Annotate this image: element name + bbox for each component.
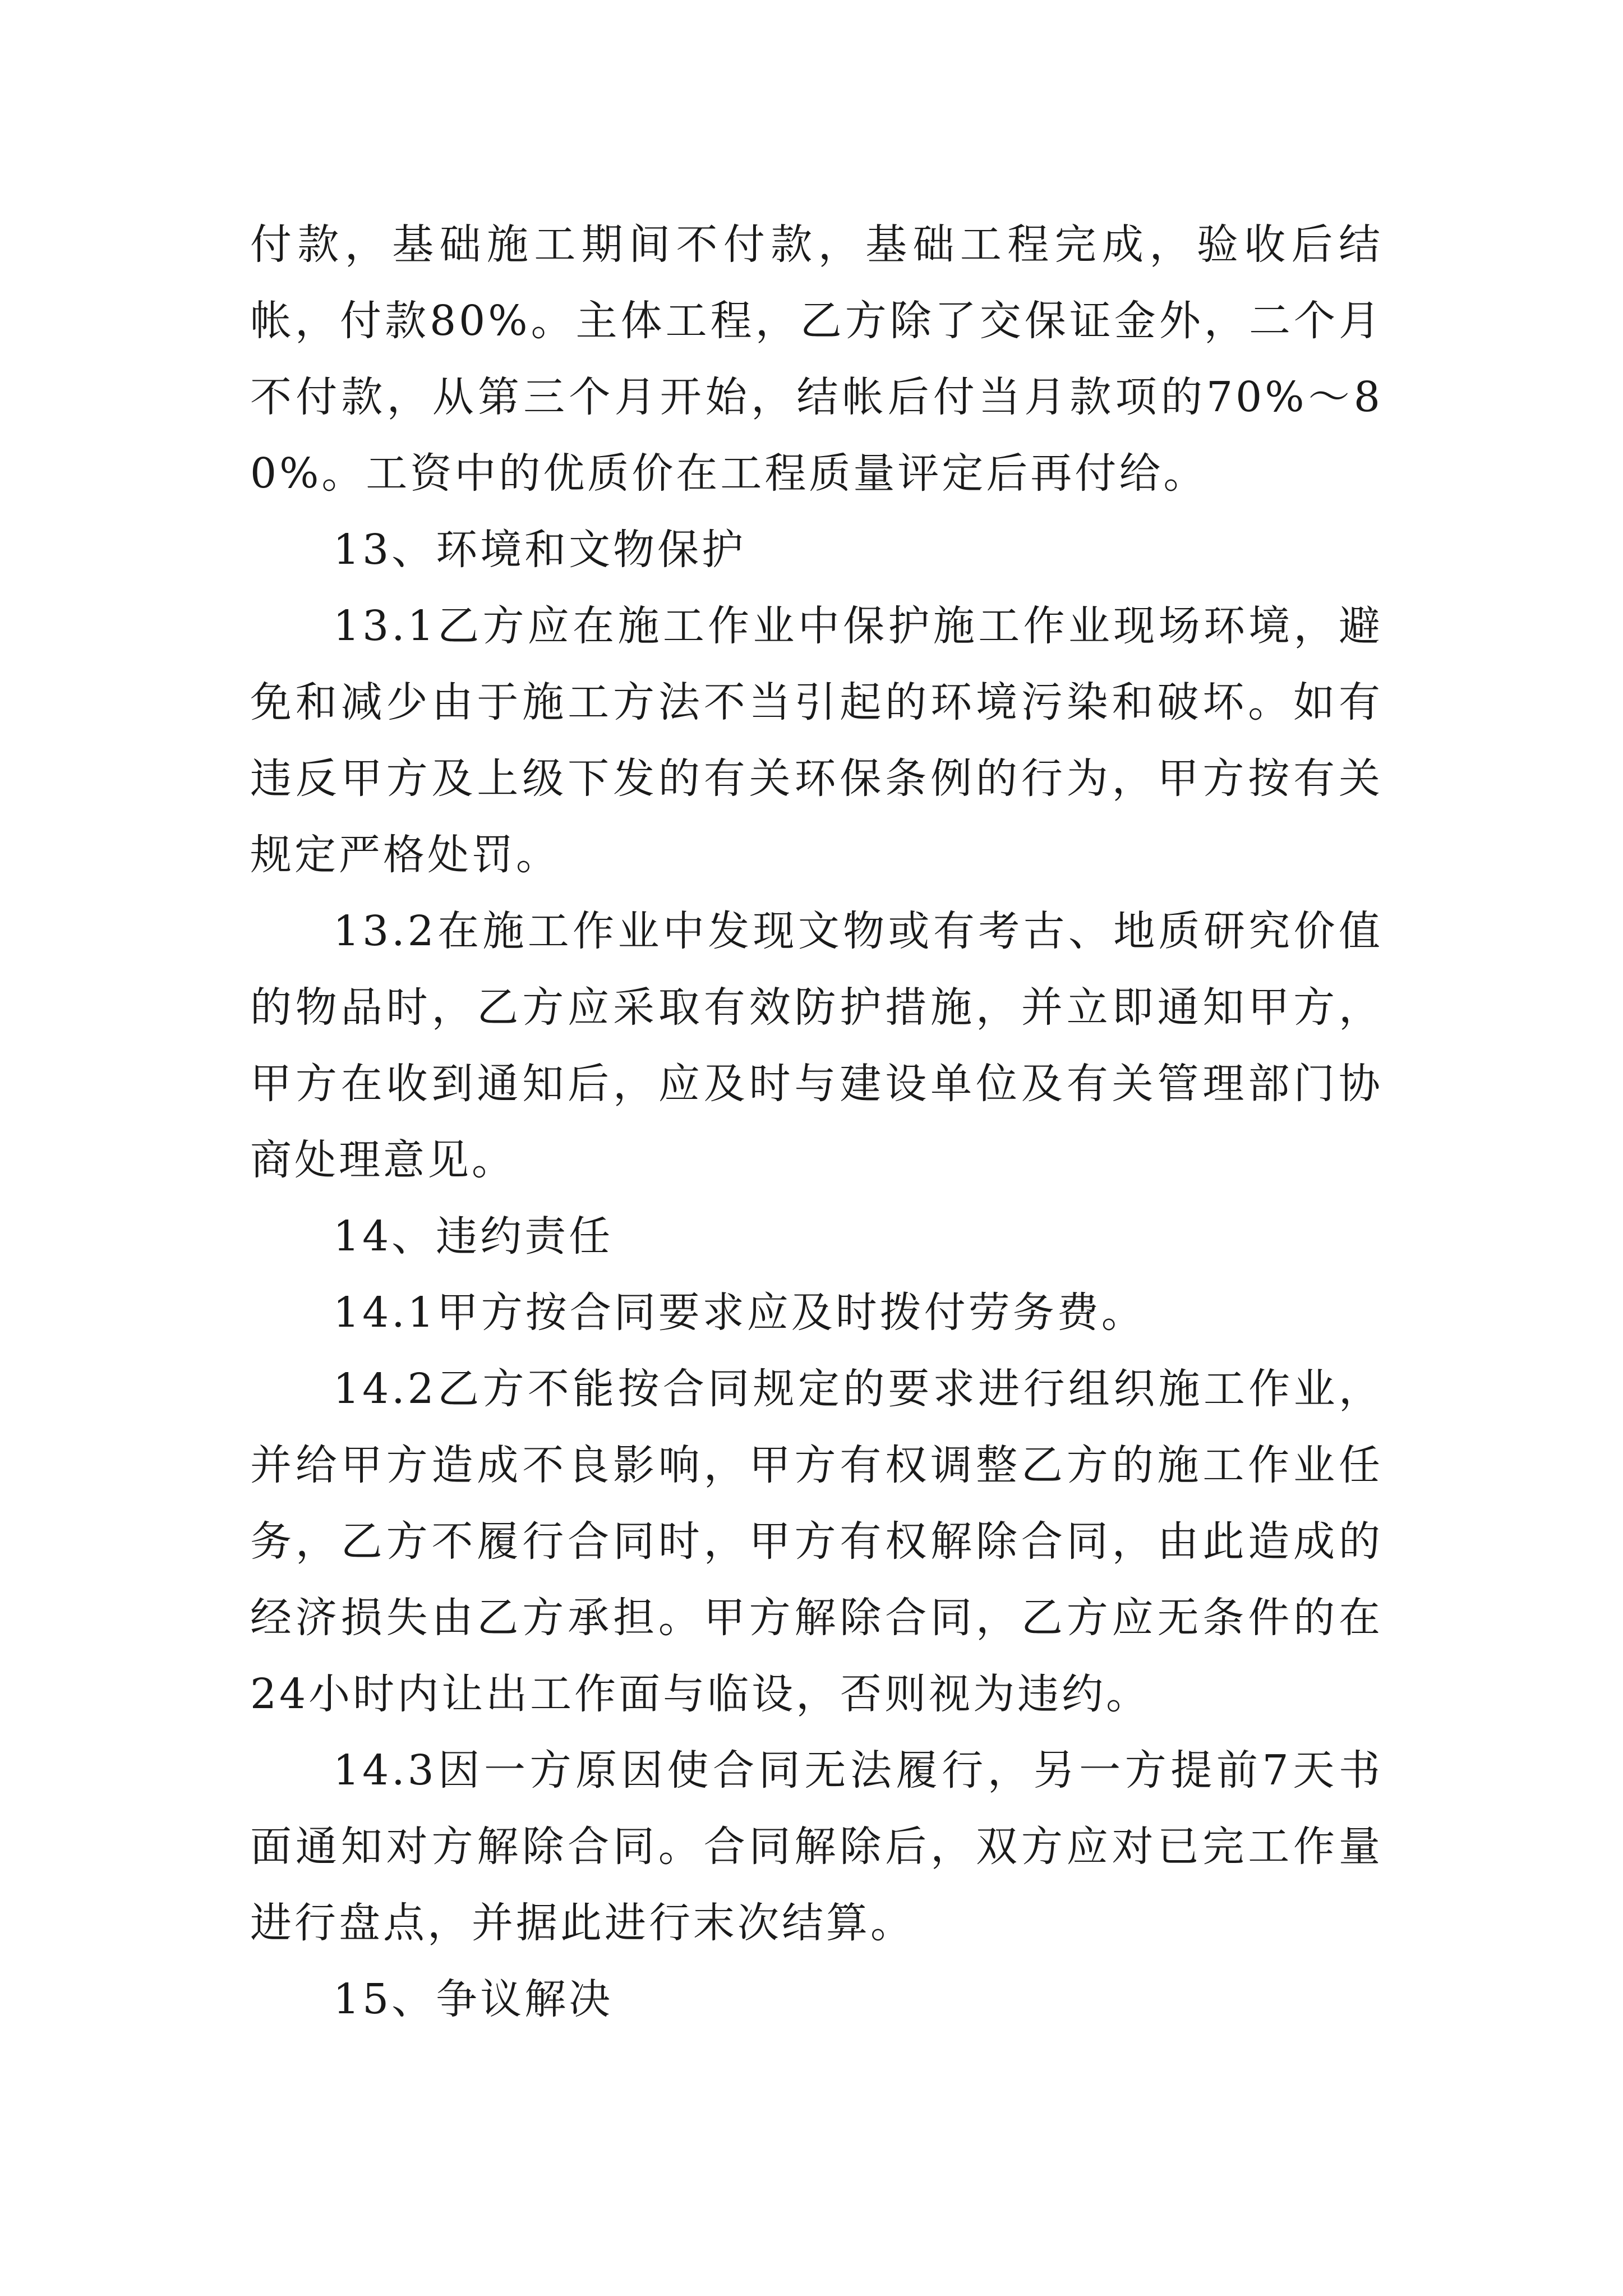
clause-14-3: 14.3因一方原因使合同无法履行，另一方提前7天书面通知对方解除合同。合同解除后，双方应对已完工作量进行盘点，并据此进行末次结算。: [250, 1746, 1383, 1947]
section-heading-14: 14、违约责任: [333, 1212, 614, 1260]
clause-14-1: 14.1甲方按合同要求应及时拨付劳务费。: [333, 1289, 1146, 1337]
document-body: [250, 206, 1383, 2037]
clause-14-2: 14.2乙方不能按合同规定的要求进行组织施工作业，并给甲方造成不良影响，甲方有权调整乙方的施工作业任务，乙方不履行合同时，甲方有权解除合同，由此造成的经济损失由乙方承担。甲方解除合同，乙方应无条件的在24小时内让出工作面与临设，否则视为违约。: [250, 1365, 1383, 1718]
clause-13-2: 13.2在施工作业中发现文物或有考古、地质研究价值的物品时，乙方应采取有效防护措施，并立即通知甲方，甲方在收到通知后，应及时与建设单位及有关管理部门协商处理意见。: [250, 907, 1383, 1184]
section-heading-13: 13、环境和文物保护: [333, 526, 746, 574]
section-heading-15: 15、争议解决: [333, 1975, 614, 2023]
paragraph-payment-terms: 付款，基础施工期间不付款，基础工程完成，验收后结帐，付款80%。主体工程，乙方除了交保证金外，二个月不付款，从第三个月开始，结帐后付当月款项的70%～80%。工资中的优质价在工程质量评定后再付给。: [250, 220, 1383, 498]
clause-13-1: 13.1乙方应在施工作业中保护施工作业现场环境，避免和减少由于施工方法不当引起的环境污染和破坏。如有违反甲方及上级下发的有关环保条例的行为，甲方按有关规定严格处罚。: [250, 602, 1383, 879]
